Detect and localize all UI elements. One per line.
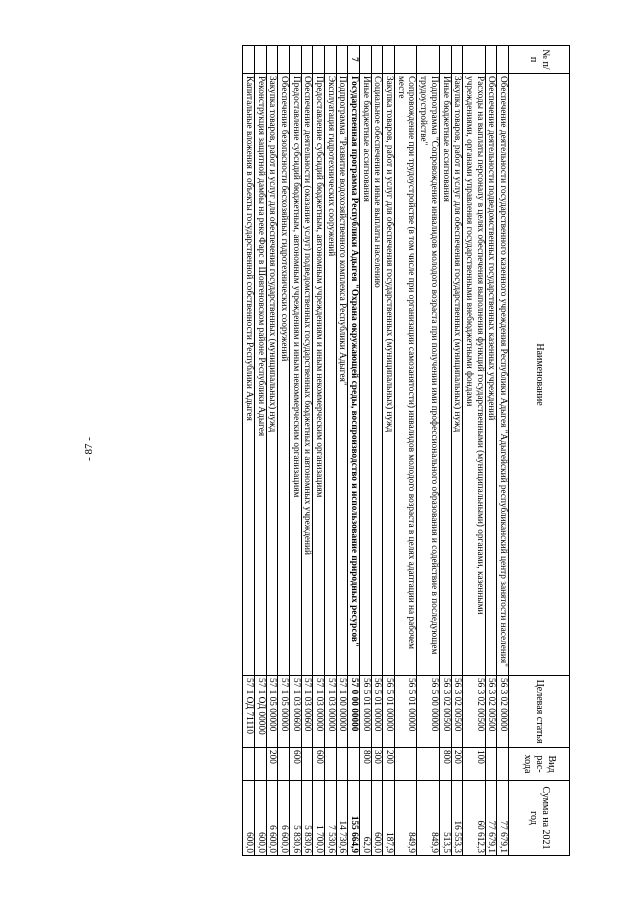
cell-code: 56 5 00 00000 bbox=[417, 676, 439, 748]
table-row bbox=[485, 46, 497, 856]
cell-kind bbox=[325, 748, 337, 781]
cell-kind: 200 bbox=[451, 748, 463, 781]
cell-sum: 600,0 bbox=[254, 781, 266, 856]
cell-name: Обеспечение безопасности бесхозяйных гидротехнических сооружений bbox=[278, 74, 290, 676]
cell-kind: 200 bbox=[266, 748, 278, 781]
table-row bbox=[266, 46, 278, 856]
table-row bbox=[289, 46, 301, 856]
header-code: Целевая статья bbox=[509, 676, 570, 748]
cell-sum: 77 679,1 bbox=[497, 781, 509, 856]
budget-sheet bbox=[100, 45, 570, 855]
cell-kind bbox=[254, 748, 266, 781]
table-row bbox=[301, 46, 313, 856]
cell-num bbox=[451, 46, 463, 74]
cell-sum: 77 679,1 bbox=[485, 781, 497, 856]
cell-num bbox=[417, 46, 439, 74]
table-row bbox=[278, 46, 290, 856]
cell-code: 56 5 01 00000 bbox=[383, 676, 395, 748]
cell-name: Обеспечение деятельности (оказание услуг) подведомственных государственных бюджетных и автономных учреждений bbox=[301, 74, 313, 676]
table-row bbox=[254, 46, 266, 856]
table-row bbox=[497, 46, 509, 856]
cell-code: 57 1 03 00000 bbox=[325, 676, 337, 748]
cell-kind: 600 bbox=[313, 748, 325, 781]
header-name: Наименование bbox=[509, 74, 570, 676]
cell-code: 57 1 00 00000 bbox=[336, 676, 348, 748]
header-kind: Вид рас-хода bbox=[509, 748, 570, 781]
table-row bbox=[417, 46, 439, 856]
cell-sum: 16 553,3 bbox=[451, 781, 463, 856]
cell-num: 7 bbox=[348, 46, 360, 74]
cell-code: 56 5 01 00000 bbox=[360, 676, 372, 748]
cell-kind bbox=[301, 748, 313, 781]
budget-table bbox=[242, 45, 570, 856]
table-row bbox=[313, 46, 325, 856]
cell-code: 56 5 01 00000 bbox=[371, 676, 383, 748]
cell-num bbox=[243, 46, 255, 74]
cell-code: 57 1 ОД 00000 bbox=[254, 676, 266, 748]
cell-name: Предоставление субсидий бюджетным, автономным учреждениям и иным некоммерческим организациям bbox=[289, 74, 301, 676]
cell-sum: 14 730,6 bbox=[336, 781, 348, 856]
cell-sum: 513,5 bbox=[439, 781, 451, 856]
cell-code: 56 3 02 00500 bbox=[451, 676, 463, 748]
cell-num bbox=[383, 46, 395, 74]
cell-sum: 849,9 bbox=[417, 781, 439, 856]
cell-name: Государственная программа Республики Адыгея "Охрана окружающей среды, воспроизводство и использование природных ресурсов" bbox=[348, 74, 360, 676]
cell-name: Обеспечение деятельности государственного казенного учреждения Республики Адыгея "Адыгейский республиканский центр занятости населения" bbox=[497, 74, 509, 676]
table-row bbox=[383, 46, 395, 856]
cell-kind bbox=[243, 748, 255, 781]
cell-num bbox=[485, 46, 497, 74]
table-row bbox=[325, 46, 337, 856]
table-header-row bbox=[509, 46, 570, 856]
cell-kind bbox=[485, 748, 497, 781]
page-number: - 87 - bbox=[83, 437, 95, 461]
cell-name: Предоставление субсидий бюджетным, автономным учреждениям и иным некоммерческим организациям bbox=[313, 74, 325, 676]
header-sum: Сумма на 2021 год bbox=[509, 781, 570, 856]
cell-kind: 100 bbox=[463, 748, 485, 781]
cell-name: Закупка товаров, работ и услуг для обеспечения государственных (муниципальных) нужд bbox=[451, 74, 463, 676]
cell-name: Эксплуатация гидротехнических сооружений bbox=[325, 74, 337, 676]
cell-kind bbox=[278, 748, 290, 781]
table-row bbox=[336, 46, 348, 856]
header-num: № п/п bbox=[509, 46, 570, 74]
cell-name: Расходы на выплаты персоналу в целях обеспечения выполнения функций государственными (муниципальными) органами, казенными учреждениями, органами управления государственными внебюджетными фондами bbox=[463, 74, 485, 676]
cell-sum: 62,0 bbox=[360, 781, 372, 856]
cell-num bbox=[266, 46, 278, 74]
cell-code: 56 3 02 00000 bbox=[497, 676, 509, 748]
table-row bbox=[439, 46, 451, 856]
cell-kind bbox=[417, 748, 439, 781]
table-row bbox=[348, 46, 360, 856]
cell-kind bbox=[336, 748, 348, 781]
cell-name: Сопровождение при трудоустройстве (в том числе при организации самозанятости) инвалидов молодого возраста в целях адаптации на рабочем месте bbox=[395, 74, 417, 676]
cell-num bbox=[336, 46, 348, 74]
cell-name: Капитальные вложения в объекты государственной собственности Республики Адыгея bbox=[243, 74, 255, 676]
table-body bbox=[243, 46, 509, 856]
table-row bbox=[360, 46, 372, 856]
cell-sum: 1 700,0 bbox=[313, 781, 325, 856]
cell-sum: 849,9 bbox=[395, 781, 417, 856]
cell-code: 57 1 05 00000 bbox=[278, 676, 290, 748]
cell-name: Иные бюджетные ассигнования bbox=[360, 74, 372, 676]
cell-code: 57 1 03 00000 bbox=[313, 676, 325, 748]
cell-num bbox=[313, 46, 325, 74]
cell-name: Подпрограмма "Сопровождение инвалидов молодого возраста при получении ими профессионального образования и содействие в последующем трудоустройстве" bbox=[417, 74, 439, 676]
cell-num bbox=[278, 46, 290, 74]
cell-num bbox=[497, 46, 509, 74]
cell-num bbox=[395, 46, 417, 74]
cell-kind bbox=[395, 748, 417, 781]
cell-code: 56 3 02 00500 bbox=[463, 676, 485, 748]
cell-num bbox=[463, 46, 485, 74]
cell-num bbox=[289, 46, 301, 74]
cell-name: Иные бюджетные ассигнования bbox=[439, 74, 451, 676]
cell-kind: 200 bbox=[383, 748, 395, 781]
cell-sum: 6 600,0 bbox=[278, 781, 290, 856]
cell-code: 57 1 03 00600 bbox=[289, 676, 301, 748]
cell-code: 57 1 ОД 71110 bbox=[243, 676, 255, 748]
cell-kind: 800 bbox=[360, 748, 372, 781]
cell-sum: 600,0 bbox=[371, 781, 383, 856]
cell-code: 57 1 05 00000 bbox=[266, 676, 278, 748]
cell-num bbox=[360, 46, 372, 74]
cell-sum: 6 600,0 bbox=[266, 781, 278, 856]
cell-code: 56 5 01 00000 bbox=[395, 676, 417, 748]
table-row bbox=[395, 46, 417, 856]
cell-sum: 5 830,6 bbox=[301, 781, 313, 856]
cell-code: 56 3 02 00500 bbox=[485, 676, 497, 748]
cell-kind: 600 bbox=[289, 748, 301, 781]
cell-code: 57 0 00 00000 bbox=[348, 676, 360, 748]
cell-kind bbox=[348, 748, 360, 781]
cell-name: Обеспечение деятельности подведомственных государственных казенных учреждений bbox=[485, 74, 497, 676]
cell-num bbox=[371, 46, 383, 74]
cell-num bbox=[254, 46, 266, 74]
table-row bbox=[371, 46, 383, 856]
cell-name: Закупка товаров, работ и услуг для обеспечения государственных (муниципальных) нужд bbox=[383, 74, 395, 676]
cell-name: Закупка товаров, работ и услуг для обеспечения государственных (муниципальных) нужд bbox=[266, 74, 278, 676]
cell-sum: 5 830,6 bbox=[289, 781, 301, 856]
cell-sum: 600,0 bbox=[243, 781, 255, 856]
cell-name: Социальное обеспечение и иные выплаты населению bbox=[371, 74, 383, 676]
cell-name: Реконструкция защитной дамбы на реке Фарс в Шовгеновском районе Республики Адыгея bbox=[254, 74, 266, 676]
cell-num bbox=[325, 46, 337, 74]
cell-code: 56 3 02 00500 bbox=[439, 676, 451, 748]
cell-num bbox=[439, 46, 451, 74]
cell-sum: 187,9 bbox=[383, 781, 395, 856]
table-row bbox=[243, 46, 255, 856]
cell-num bbox=[301, 46, 313, 74]
table-row bbox=[451, 46, 463, 856]
cell-sum: 155 664,9 bbox=[348, 781, 360, 856]
cell-kind bbox=[497, 748, 509, 781]
cell-sum: 7 530,6 bbox=[325, 781, 337, 856]
cell-kind: 300 bbox=[371, 748, 383, 781]
cell-code: 57 1 03 00600 bbox=[301, 676, 313, 748]
cell-name: Подпрограмма "Развитие водохозяйственного комплекса Республики Адыгея" bbox=[336, 74, 348, 676]
cell-kind: 800 bbox=[439, 748, 451, 781]
cell-sum: 60 612,3 bbox=[463, 781, 485, 856]
table-row bbox=[463, 46, 485, 856]
